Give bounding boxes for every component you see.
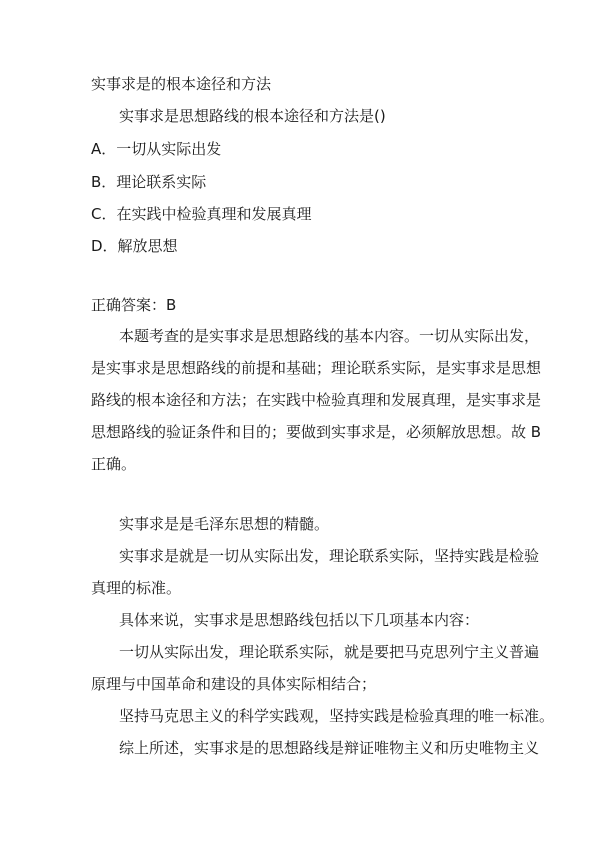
explanation-line: 本题考查的是实事求是思想路线的基本内容。一切从实际出发， [119, 327, 540, 345]
option-d: D．解放思想 [91, 237, 178, 255]
section-title: 实事求是的根本途径和方法 [91, 75, 272, 93]
note-line: 真理的标准。 [91, 579, 182, 597]
note-line: 坚持马克思主义的科学实践观，坚持实践是检验真理的唯一标准。 [119, 707, 555, 725]
option-a: A．一切从实际出发 [91, 140, 222, 158]
explanation-line: 正确。 [91, 455, 137, 473]
option-b: B．理论联系实际 [91, 173, 207, 191]
option-c: C．在实践中检验真理和发展真理 [91, 205, 312, 223]
note-line: 原理与中国革命和建设的具体实际相结合； [91, 675, 377, 693]
note-line: 一切从实际出发，理论联系实际，就是要把马克思列宁主义普遍 [119, 643, 540, 661]
answer-line: 正确答案：B [91, 296, 177, 314]
explanation-line: 是实事求是思想路线的前提和基础；理论联系实际，是实事求是思想 [91, 359, 542, 377]
question-text: 实事求是思想路线的根本途径和方法是() [119, 107, 386, 125]
note-line: 实事求是就是一切从实际出发，理论联系实际，坚持实践是检验 [119, 547, 540, 565]
explanation-line: 路线的根本途径和方法；在实践中检验真理和发展真理，是实事求是 [91, 391, 542, 409]
explanation-line: 思想路线的验证条件和目的；要做到实事求是，必须解放思想。故 B [91, 423, 542, 441]
note-line: 综上所述，实事求是的思想路线是辩证唯物主义和历史唯物主义 [119, 739, 540, 757]
note-line: 具体来说，实事求是思想路线包括以下几项基本内容： [119, 611, 480, 629]
note-line: 实事求是是毛泽东思想的精髓。 [119, 515, 330, 533]
